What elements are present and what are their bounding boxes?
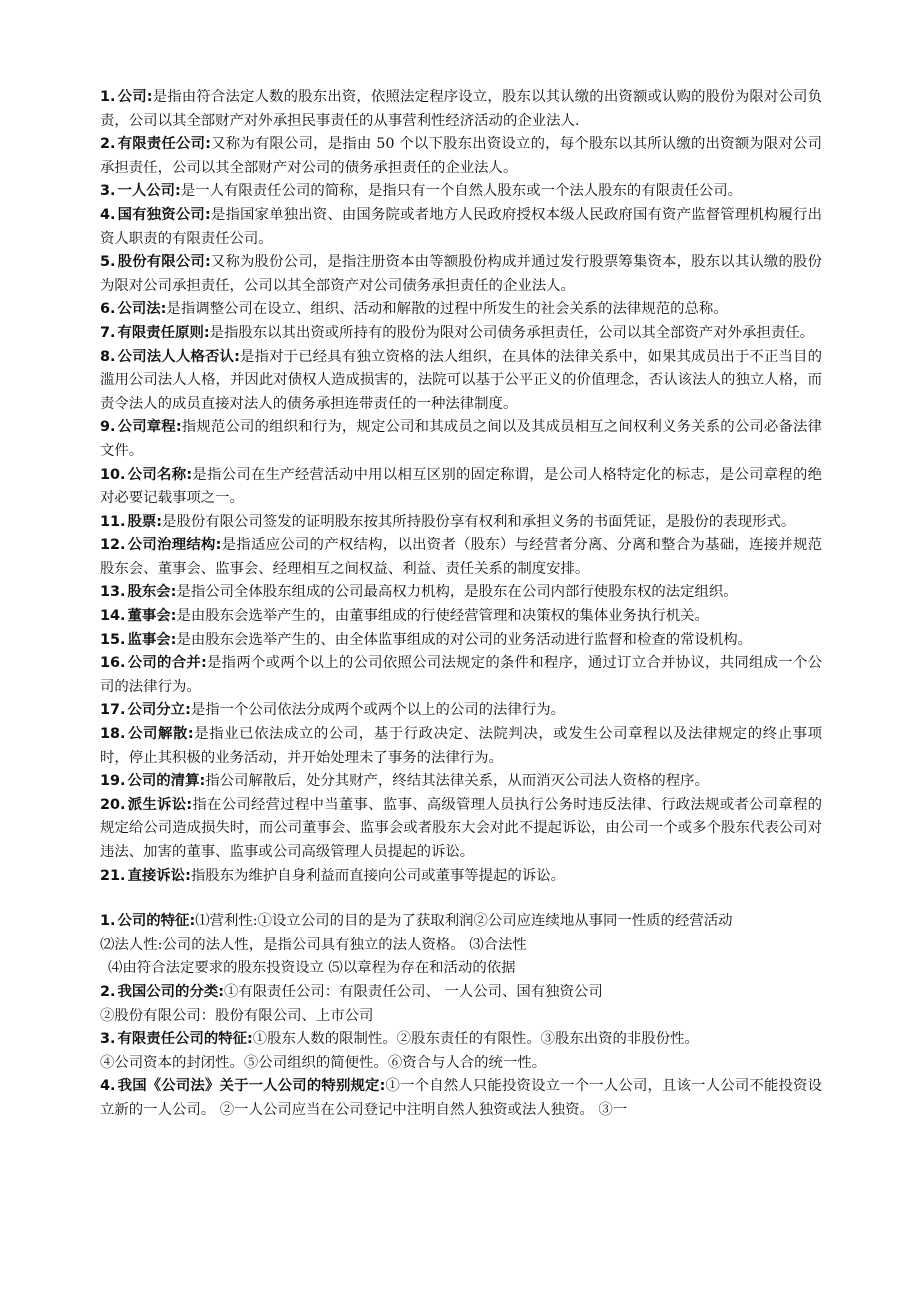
- item-text: 指公司解散后，处分其财产，终结其法律关系，从而消灭公司法人资格的程序。: [205, 773, 709, 790]
- definition-item: [100, 298, 822, 322]
- item-term: 公司名称:: [127, 466, 193, 483]
- item-term: 公司的合并:: [127, 655, 207, 672]
- item-number: 3.: [100, 183, 116, 200]
- item-number: 15.: [100, 631, 126, 648]
- item-term: 有限责任原则:: [117, 324, 210, 341]
- item-text: 是一人有限责任公司的简称，是指只有一个自然人股东或一个法人股东的有限责任公司。: [180, 183, 743, 200]
- definition-item: [100, 865, 822, 889]
- item-term: 公司章程:: [117, 419, 182, 436]
- definition-item: [100, 251, 822, 298]
- item-term: 公司的特征:: [117, 913, 196, 930]
- item-number: 9.: [100, 419, 116, 436]
- item-term: 公司解散:: [127, 726, 194, 743]
- item-text: 是指国家单独出资、由国务院或者地方人民政府授权本级人民政府国有资产监督管理机构履行出资人职责的有限责任公司。: [100, 206, 822, 247]
- definition-item: [100, 605, 822, 629]
- item-term: 公司的清算:: [127, 773, 206, 790]
- item-line: ⑷由符合法定要求的股东投资设立 ⑸以章程为存在和活动的依据: [108, 960, 516, 977]
- definition-item: [100, 204, 822, 251]
- item-text: 又称为有限公司，是指由 50 个以下股东出资设立的，每个股东以其所认缴的出资额为限对公司承担责任，公司以其全部财产对公司的债务承担责任的企业法人。: [100, 136, 822, 176]
- item-term: 一人公司:: [117, 183, 181, 200]
- item-term: 董事会:: [127, 608, 177, 625]
- item-term: 直接诉讼:: [127, 867, 191, 884]
- feature-1: [100, 910, 822, 981]
- definition-item: [100, 322, 822, 346]
- item-number: 3.: [100, 1031, 116, 1048]
- item-term: 公司分立:: [127, 702, 191, 719]
- item-term: 公司法:: [117, 301, 167, 318]
- item-term: 我国《公司法》关于一人公司的特别规定:: [117, 1078, 386, 1095]
- item-term: 派生诉讼:: [127, 796, 193, 813]
- item-term: 股份有限公司:: [117, 254, 211, 271]
- item-term: 我国公司的分类:: [117, 983, 224, 1000]
- item-text: 指在公司经营过程中当董事、监事、高级管理人员执行公务时违反法律、行政法规或者公司章程的规定给公司造成损失时，而公司董事会、监事会或者股东大会对此不提起诉讼，由公司一个或多个股东代表公司对违法、加害的董事、监事或公司高级管理人员提起的诉讼。: [100, 796, 822, 860]
- feature-2: [100, 981, 822, 1028]
- item-number: 11.: [100, 513, 126, 530]
- definition-item: [100, 346, 822, 417]
- item-number: 1.: [100, 913, 116, 930]
- document-body: [100, 86, 822, 1123]
- definition-item: [100, 86, 822, 133]
- item-text: 是由股东会选举产生的、由全体监事组成的对公司的业务活动进行监督和检查的常设机构。: [176, 631, 753, 648]
- item-text: 指规范公司的组织和行为，规定公司和其成员之间以及其成员相互之间权利义务关系的公司必备法律文件。: [100, 419, 822, 459]
- item-text: 是指适应公司的产权结构，以出资者（股东）与经营者分离、分离和整合为基础，连接并规范股东会、董事会、监事会、经理相互之间权益、利益、责任关系的制度安排。: [100, 537, 822, 577]
- feature-3: [100, 1028, 822, 1075]
- item-term: 股东会:: [127, 584, 177, 601]
- item-number: 5.: [100, 254, 116, 271]
- item-text: 是指调整公司在设立、组织、活动和解散的过程中所发生的社会关系的法律规范的总称。: [166, 301, 728, 318]
- item-term: 有限责任公司的特征:: [117, 1031, 253, 1048]
- item-text: 是指业已依法成立的公司，基于行政决定、法院判决，或发生公司章程以及法律规定的终止事项时，停止其积极的业务活动，并开始处理未了事务的法律行为。: [100, 726, 822, 766]
- item-text: 是由股东会选举产生的，由董事组成的行使经营管理和决策权的集体业务执行机关。: [176, 608, 709, 625]
- section-gap: [100, 888, 822, 910]
- item-number: 17.: [100, 702, 126, 719]
- item-term: 公司:: [117, 89, 153, 105]
- item-number: 14.: [100, 608, 126, 625]
- item-line: ⑴营利性:①设立公司的目的是为了获取利润②公司应连续地从事同一性质的经营活动: [195, 913, 733, 930]
- item-text: 是指两个或两个以上的公司依照公司法规定的条件和程序，通过订立合并协议，共同组成一个公司的法律行为。: [100, 655, 822, 695]
- item-text: 是股份有限公司签发的证明股东按其所持股份享有权利和承担义务的书面凭证，是股份的表现形式。: [162, 513, 796, 530]
- item-text: ①一个自然人只能投资设立一个一人公司，且该一人公司不能投资设立新的一人公司。 ②一人公司应当在公司登记中注明自然人独资或法人独资。 ③一: [100, 1078, 822, 1118]
- definition-item: [100, 416, 822, 463]
- item-number: 2.: [100, 136, 116, 153]
- item-term: 股票:: [127, 513, 163, 530]
- item-text: 是指对于已经具有独立资格的法人组织，在具体的法律关系中，如果其成员出于不正当目的滥用公司法人人格，并因此对债权人造成损害的，法院可以基于公平正义的价值理念，否认该法人的独立人格，而责令法人的成员直接对法人的债务承担连带责任的一种法律制度。: [100, 348, 822, 412]
- item-text: 是指由符合法定人数的股东出资，依照法定程序设立，股东以其认缴的出资额或认购的股份为限对公司负责，公司以其全部财产对外承担民事责任的从事营利性经济活动的企业法人.: [100, 89, 822, 129]
- definition-item: [100, 629, 822, 653]
- item-number: 8.: [100, 348, 116, 365]
- item-number: 18.: [100, 726, 126, 743]
- item-number: 4.: [100, 1078, 116, 1095]
- item-number: 20.: [100, 796, 126, 813]
- item-term: 公司法人人格否认:: [117, 348, 240, 365]
- item-term: 监事会:: [127, 631, 177, 648]
- item-number: 16.: [100, 655, 126, 672]
- item-number: 21.: [100, 867, 126, 884]
- item-text: 是指公司在生产经营活动中用以相互区别的固定称谓，是公司人格特定化的标志，是公司章程的绝对必要记载事项之一。: [100, 466, 822, 507]
- item-number: 6.: [100, 301, 116, 318]
- definition-item: [100, 581, 822, 605]
- definition-item: [100, 511, 822, 535]
- definition-item: [100, 699, 822, 723]
- item-number: 2.: [100, 983, 116, 1000]
- item-number: 13.: [100, 584, 126, 601]
- item-number: 7.: [100, 324, 116, 341]
- item-text: 指股东为维护自身利益而直接向公司或董事等提起的诉讼。: [190, 867, 565, 884]
- definition-item: [100, 464, 822, 511]
- item-number: 19.: [100, 773, 126, 790]
- item-text: 又称为股份公司，是指注册资本由等额股份构成并通过发行股票筹集资本，股东以其认缴的股份为限对公司承担责任，公司以其全部资产对公司债务承担责任的企业法人。: [100, 254, 822, 294]
- item-line: ①股东人数的限制性。②股东责任的有限性。③股东出资的非股份性。: [252, 1031, 699, 1048]
- feature-4: [100, 1075, 822, 1122]
- definition-item: [100, 794, 822, 865]
- item-term: 公司治理结构:: [127, 537, 222, 554]
- item-term: 国有独资公司:: [117, 206, 211, 223]
- item-term: 有限责任公司:: [117, 136, 211, 153]
- item-text: 是指一个公司依法分成两个或两个以上的公司的法律行为。: [190, 702, 565, 719]
- definitions-list: [100, 86, 822, 888]
- definition-item: [100, 180, 822, 204]
- item-number: 4.: [100, 206, 116, 223]
- item-text: 是指公司全体股东组成的公司最高权力机构，是股东在公司内部行使股东权的法定组织。: [176, 584, 738, 601]
- definition-item: [100, 133, 822, 180]
- item-number: 1.: [100, 89, 116, 105]
- item-line: ②股份有限公司：股份有限公司、上市公司: [100, 1007, 374, 1024]
- item-line: ①有限责任公司：有限责任公司、 一人公司、国有独资公司: [223, 983, 603, 1000]
- definition-item: [100, 652, 822, 699]
- definition-item: [100, 534, 822, 581]
- item-line: ⑵法人性:公司的法人性，是指公司具有独立的法人资格。 ⑶合法性: [100, 936, 527, 953]
- item-number: 12.: [100, 537, 126, 554]
- definition-item: [100, 723, 822, 770]
- item-number: 10.: [100, 466, 126, 483]
- item-text: 是指股东以其出资或所持有的股份为限对公司债务承担责任，公司以其全部资产对外承担责任。: [209, 324, 815, 341]
- definition-item: [100, 770, 822, 794]
- item-line: ④公司资本的封闭性。⑤公司组织的简便性。⑥资合与人合的统一性。: [100, 1054, 547, 1071]
